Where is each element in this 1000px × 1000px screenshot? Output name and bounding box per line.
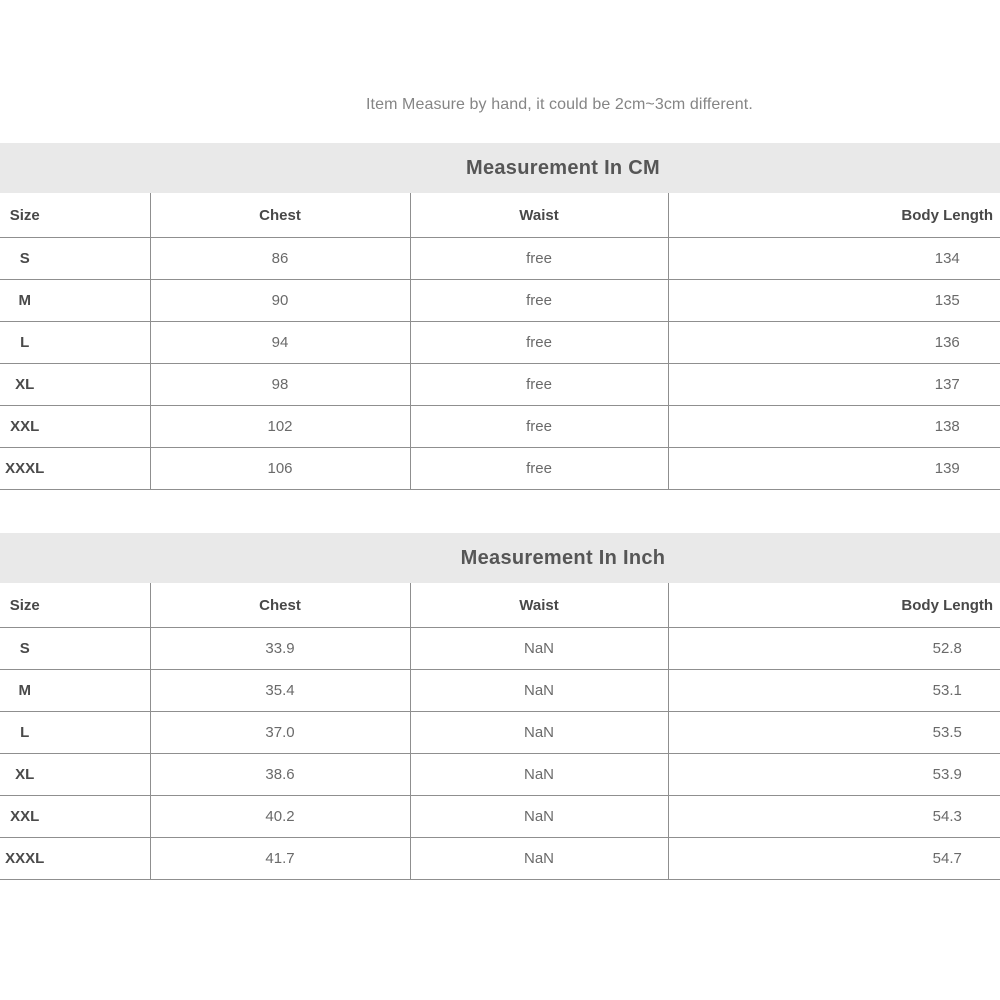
value-cell: NaN <box>410 796 668 838</box>
size-cell: S <box>0 238 150 280</box>
measurement-cm-section <box>0 143 1000 490</box>
value-cell: 139 <box>668 448 1000 490</box>
value-cell: NaN <box>410 712 668 754</box>
table-row <box>0 448 1000 490</box>
value-cell: 35.4 <box>150 670 410 712</box>
table-row <box>0 838 1000 880</box>
value-cell: 53.5 <box>668 712 1000 754</box>
cm-header-row <box>0 193 1000 238</box>
value-cell: 54.3 <box>668 796 1000 838</box>
measurement-disclaimer-text: Item Measure by hand, it could be 2cm~3cm different. <box>366 96 753 113</box>
table-row <box>0 406 1000 448</box>
value-cell: 102 <box>150 406 410 448</box>
cm-table-body <box>0 238 1000 490</box>
size-cell: L <box>0 712 150 754</box>
cm-title-band <box>0 143 1000 193</box>
size-cell: M <box>0 670 150 712</box>
value-cell: free <box>410 322 668 364</box>
value-cell: NaN <box>410 628 668 670</box>
size-cell: XXXL <box>0 838 150 880</box>
value-cell: 137 <box>668 364 1000 406</box>
inch-title-band <box>0 533 1000 583</box>
column-header-chest: Chest <box>150 193 410 238</box>
table-row <box>0 322 1000 364</box>
value-cell: 37.0 <box>150 712 410 754</box>
value-cell: free <box>410 406 668 448</box>
table-row <box>0 364 1000 406</box>
value-cell: 86 <box>150 238 410 280</box>
column-header-chest: Chest <box>150 583 410 628</box>
size-cell: XL <box>0 754 150 796</box>
size-cell: XXL <box>0 796 150 838</box>
value-cell: NaN <box>410 838 668 880</box>
value-cell: 53.1 <box>668 670 1000 712</box>
value-cell: 54.7 <box>668 838 1000 880</box>
inch-table-body <box>0 628 1000 880</box>
size-cell: XL <box>0 364 150 406</box>
value-cell: 41.7 <box>150 838 410 880</box>
size-cell: XXL <box>0 406 150 448</box>
value-cell: 90 <box>150 280 410 322</box>
value-cell: 52.8 <box>668 628 1000 670</box>
column-header-body-length: Body Length <box>668 583 1000 628</box>
column-header-waist: Waist <box>410 583 668 628</box>
table-row <box>0 712 1000 754</box>
value-cell: 38.6 <box>150 754 410 796</box>
table-row <box>0 754 1000 796</box>
value-cell: free <box>410 238 668 280</box>
inch-header-row <box>0 583 1000 628</box>
size-cell: S <box>0 628 150 670</box>
value-cell: 138 <box>668 406 1000 448</box>
inch-measurement-table <box>0 583 1000 880</box>
table-row <box>0 670 1000 712</box>
table-row <box>0 628 1000 670</box>
column-header-size: Size <box>0 193 150 238</box>
cm-table-title: Measurement In CM <box>465 156 661 179</box>
table-row <box>0 796 1000 838</box>
value-cell: 40.2 <box>150 796 410 838</box>
value-cell: 53.9 <box>668 754 1000 796</box>
value-cell: free <box>410 280 668 322</box>
cm-measurement-table <box>0 193 1000 490</box>
column-header-size: Size <box>0 583 150 628</box>
value-cell: free <box>410 448 668 490</box>
measurement-inch-section <box>0 533 1000 880</box>
value-cell: NaN <box>410 754 668 796</box>
inch-table-title: Measurement In Inch <box>460 546 666 569</box>
table-row <box>0 238 1000 280</box>
column-header-body-length: Body Length <box>668 193 1000 238</box>
column-header-waist: Waist <box>410 193 668 238</box>
value-cell: 135 <box>668 280 1000 322</box>
table-row <box>0 280 1000 322</box>
size-cell: M <box>0 280 150 322</box>
size-cell: L <box>0 322 150 364</box>
value-cell: 33.9 <box>150 628 410 670</box>
size-cell: XXXL <box>0 448 150 490</box>
value-cell: NaN <box>410 670 668 712</box>
value-cell: 134 <box>668 238 1000 280</box>
value-cell: 98 <box>150 364 410 406</box>
value-cell: 136 <box>668 322 1000 364</box>
value-cell: 94 <box>150 322 410 364</box>
value-cell: free <box>410 364 668 406</box>
value-cell: 106 <box>150 448 410 490</box>
